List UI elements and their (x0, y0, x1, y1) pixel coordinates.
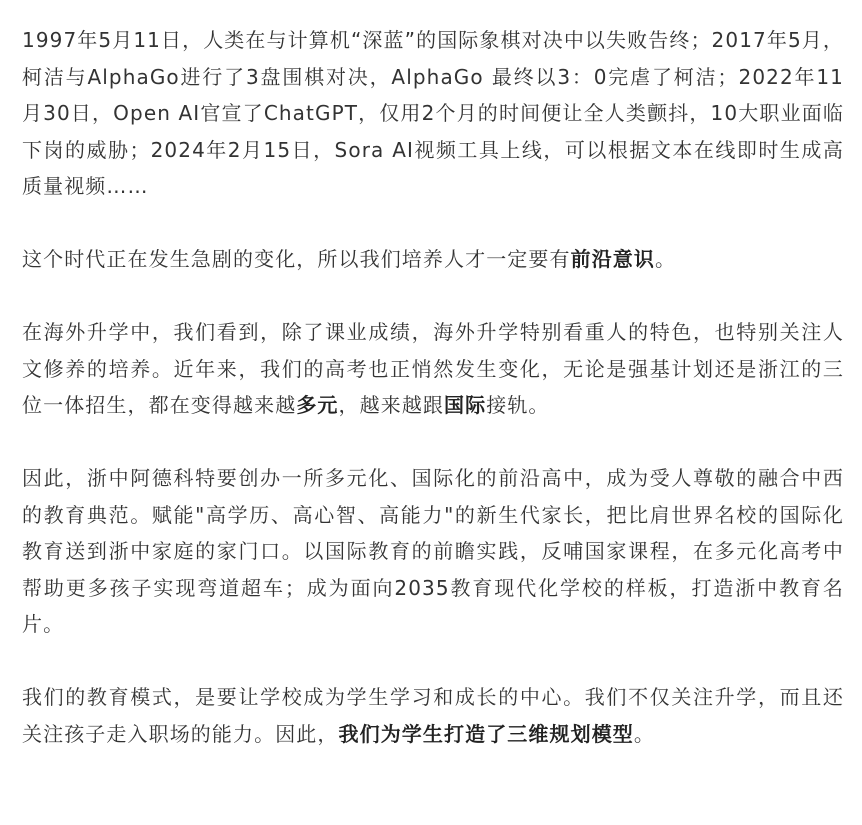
paragraph-ai-history-text: 1997年5月11日，人类在与计算机“深蓝”的国际象棋对决中以失败告终；2017年5月，柯洁与AlphaGo进行了3盘围棋对决，AlphaGo 最终以3：0完虐了柯洁；2022年11月30日，Open AI官宣了ChatGPT，仅用2个月的时间便让全人类颤抖，10大职业面临下岗的威胁；2024年2月15日，Sora AI视频工具上线，可以根据文本在线即时生成高质量视频…… (22, 28, 844, 198)
paragraph-education-model (22, 679, 844, 752)
paragraph-ai-history (22, 22, 844, 205)
paragraph-school-mission (22, 460, 844, 643)
paragraph-overseas-admission-end: 接轨。 (486, 393, 550, 417)
paragraph-overseas-admission (22, 314, 844, 424)
paragraph-era-change-end: 。 (655, 247, 677, 271)
emphasis-frontier-awareness: 前沿意识 (570, 247, 656, 271)
emphasis-international: 国际 (444, 393, 487, 417)
paragraph-overseas-admission-middle: ，越来越跟 (338, 393, 445, 417)
paragraph-overseas-admission-text: 在海外升学中，我们看到，除了课业成绩，海外升学特别看重人的特色，也特别关注人文修养的培养。近年来，我们的高考也正悄然发生变化，无论是强基计划还是浙江的三位一体招生，都在变得越来越 (22, 320, 844, 417)
emphasis-3d-planning-model: 我们为学生打造了三维规划模型 (338, 721, 634, 746)
paragraph-education-model-text: 我们的教育模式，是要让学校成为学生学习和成长的中心。我们不仅关注升学，而且还关注孩子走入职场的能力。因此， (22, 685, 844, 746)
article-body (22, 22, 844, 752)
paragraph-era-change (22, 241, 844, 278)
paragraph-education-model-end: 。 (633, 721, 656, 746)
emphasis-diverse: 多元 (296, 393, 339, 417)
paragraph-era-change-text: 这个时代正在发生急剧的变化，所以我们培养人才一定要有 (22, 247, 571, 271)
paragraph-school-mission-text: 因此，浙中阿德科特要创办一所多元化、国际化的前沿高中，成为受人尊敬的融合中西的教育典范。赋能"高学历、高心智、高能力"的新生代家长，把比肩世界名校的国际化教育送到浙中家庭的家门口。以国际教育的前瞻实践，反哺国家课程，在多元化高考中帮助更多孩子实现弯道超车；成为面向2035教育现代化学校的样板，打造浙中教育名片。 (22, 466, 844, 636)
